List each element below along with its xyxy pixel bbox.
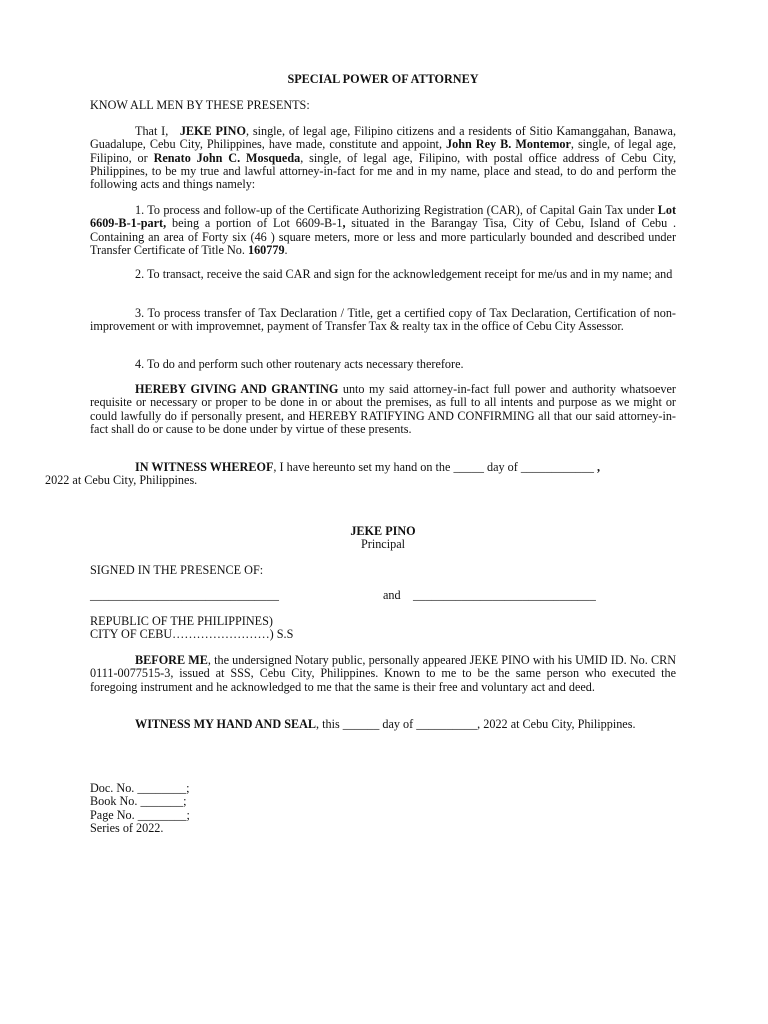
witness-line-1: _______________________________: [90, 588, 279, 602]
tct-number: 160779: [247, 242, 285, 257]
opening-line: KNOW ALL MEN BY THESE PRESENTS:: [90, 98, 310, 112]
signatory-role: Principal: [360, 537, 405, 552]
before-me-lead: BEFORE ME: [135, 653, 208, 667]
attorney-name-2: Renato John C. Mosqueda: [153, 150, 301, 165]
item-3: 3. To process transfer of Tax Declaration / Title, get a certified copy of Tax Declaration, Certification of non-improvement or with improvemnet, payment of Transfer Tax & realty tax in the office of Cebu City Assessor.: [90, 306, 676, 334]
series: Series of 2022.: [90, 820, 164, 835]
item-4: 4. To do and perform such other routenary acts necessary therefore.: [135, 357, 464, 371]
appointment-paragraph: That I, JEKE PINO, single, of legal age, Filipino citizens and a residents of Sitio Kamanggahan, Banawa, Guadalupe, Cebu City, Philippines, have made, constitute and appoint, John Rey B. Montemor, single, of legal age, Filipino, or Renato John C. Mosqueda, single, of legal age, Filipino, with postal office address of Cebu City, Philippines, to be my true and lawful attorney-in-fact for me and in my name, place and stead, to do and perform the following acts and things namely:: [90, 124, 676, 192]
witness-line-2: ______________________________: [413, 588, 596, 602]
signatory-name: JEKE PINO: [350, 524, 416, 538]
seal-paragraph: WITNESS MY HAND AND SEAL, this ______ day of __________, 2022 at Cebu City, Philippines.: [135, 717, 636, 731]
granting-paragraph: HEREBY GIVING AND GRANTING unto my said attorney-in-fact full power and authority whatsoever requisite or necessary or proper to be done in or about the premises, as full to all intents and purpose as we might or could lawfully do if personally present, and HEREBY RATIFYING AND CONFIRMING all that our said attorney-in-fact shall do or cause to be done under by virtue of these presents.: [90, 382, 676, 436]
grantor-name: JEKE PINO: [179, 124, 246, 138]
acknowledgment-paragraph: BEFORE ME, the undersigned Notary public, personally appeared JEKE PINO with his UMID ID. No. CRN 0111-0077515-3, issued at SSS, Cebu City, Philippines. Known to me to be the same person who executed the foregoing instrument and he acknowledged to me that the same is their free and voluntary act and deed.: [90, 653, 676, 694]
page-no: Page No. ________;: [90, 807, 190, 822]
granting-lead: HEREBY GIVING AND GRANTING: [135, 382, 339, 396]
item-1: 1. To process and follow-up of the Certificate Authorizing Registration (CAR), of Capital Gain Tax under Lot 6609-B-1-part, being a portion of Lot 6609-B-1, situated in the Barangay Tisa, City of Cebu, Island of Cebu . Containing an area of Forty six (46 ) square meters, more or less and more particularly bounded and described under Transfer Certificate of Title No. 160779.: [90, 203, 677, 257]
lot-number: Lot 6609-B-1-part,: [90, 203, 676, 231]
witness-and: and: [383, 588, 401, 602]
attorney-name-1: John Rey B. Montemor: [446, 137, 571, 152]
venue-city: CITY OF CEBU……………………) S.S: [90, 627, 294, 642]
signatory-block: [90, 525, 676, 552]
seal-lead: WITNESS MY HAND AND SEAL: [135, 717, 317, 731]
notarial-register: [90, 782, 676, 835]
venue-republic: REPUBLIC OF THE PHILIPPINES): [90, 614, 273, 628]
title-text: SPECIAL POWER OF ATTORNEY: [287, 72, 479, 86]
witness-paragraph: IN WITNESS WHEREOF, I have hereunto set my hand on the _____ day of ____________ , 2022 at Cebu City, Philippines.: [45, 460, 601, 488]
witness-lead: IN WITNESS WHEREOF: [135, 460, 274, 474]
doc-no: Doc. No. ________;: [90, 781, 190, 795]
venue-block: [90, 615, 676, 642]
document-title: [90, 73, 676, 86]
item-2: 2. To transact, receive the said CAR and sign for the acknowledgement receipt for me/us and in my name; and: [135, 267, 673, 281]
book-no: Book No. _______;: [90, 794, 187, 809]
presence-label: SIGNED IN THE PRESENCE OF:: [90, 563, 264, 577]
